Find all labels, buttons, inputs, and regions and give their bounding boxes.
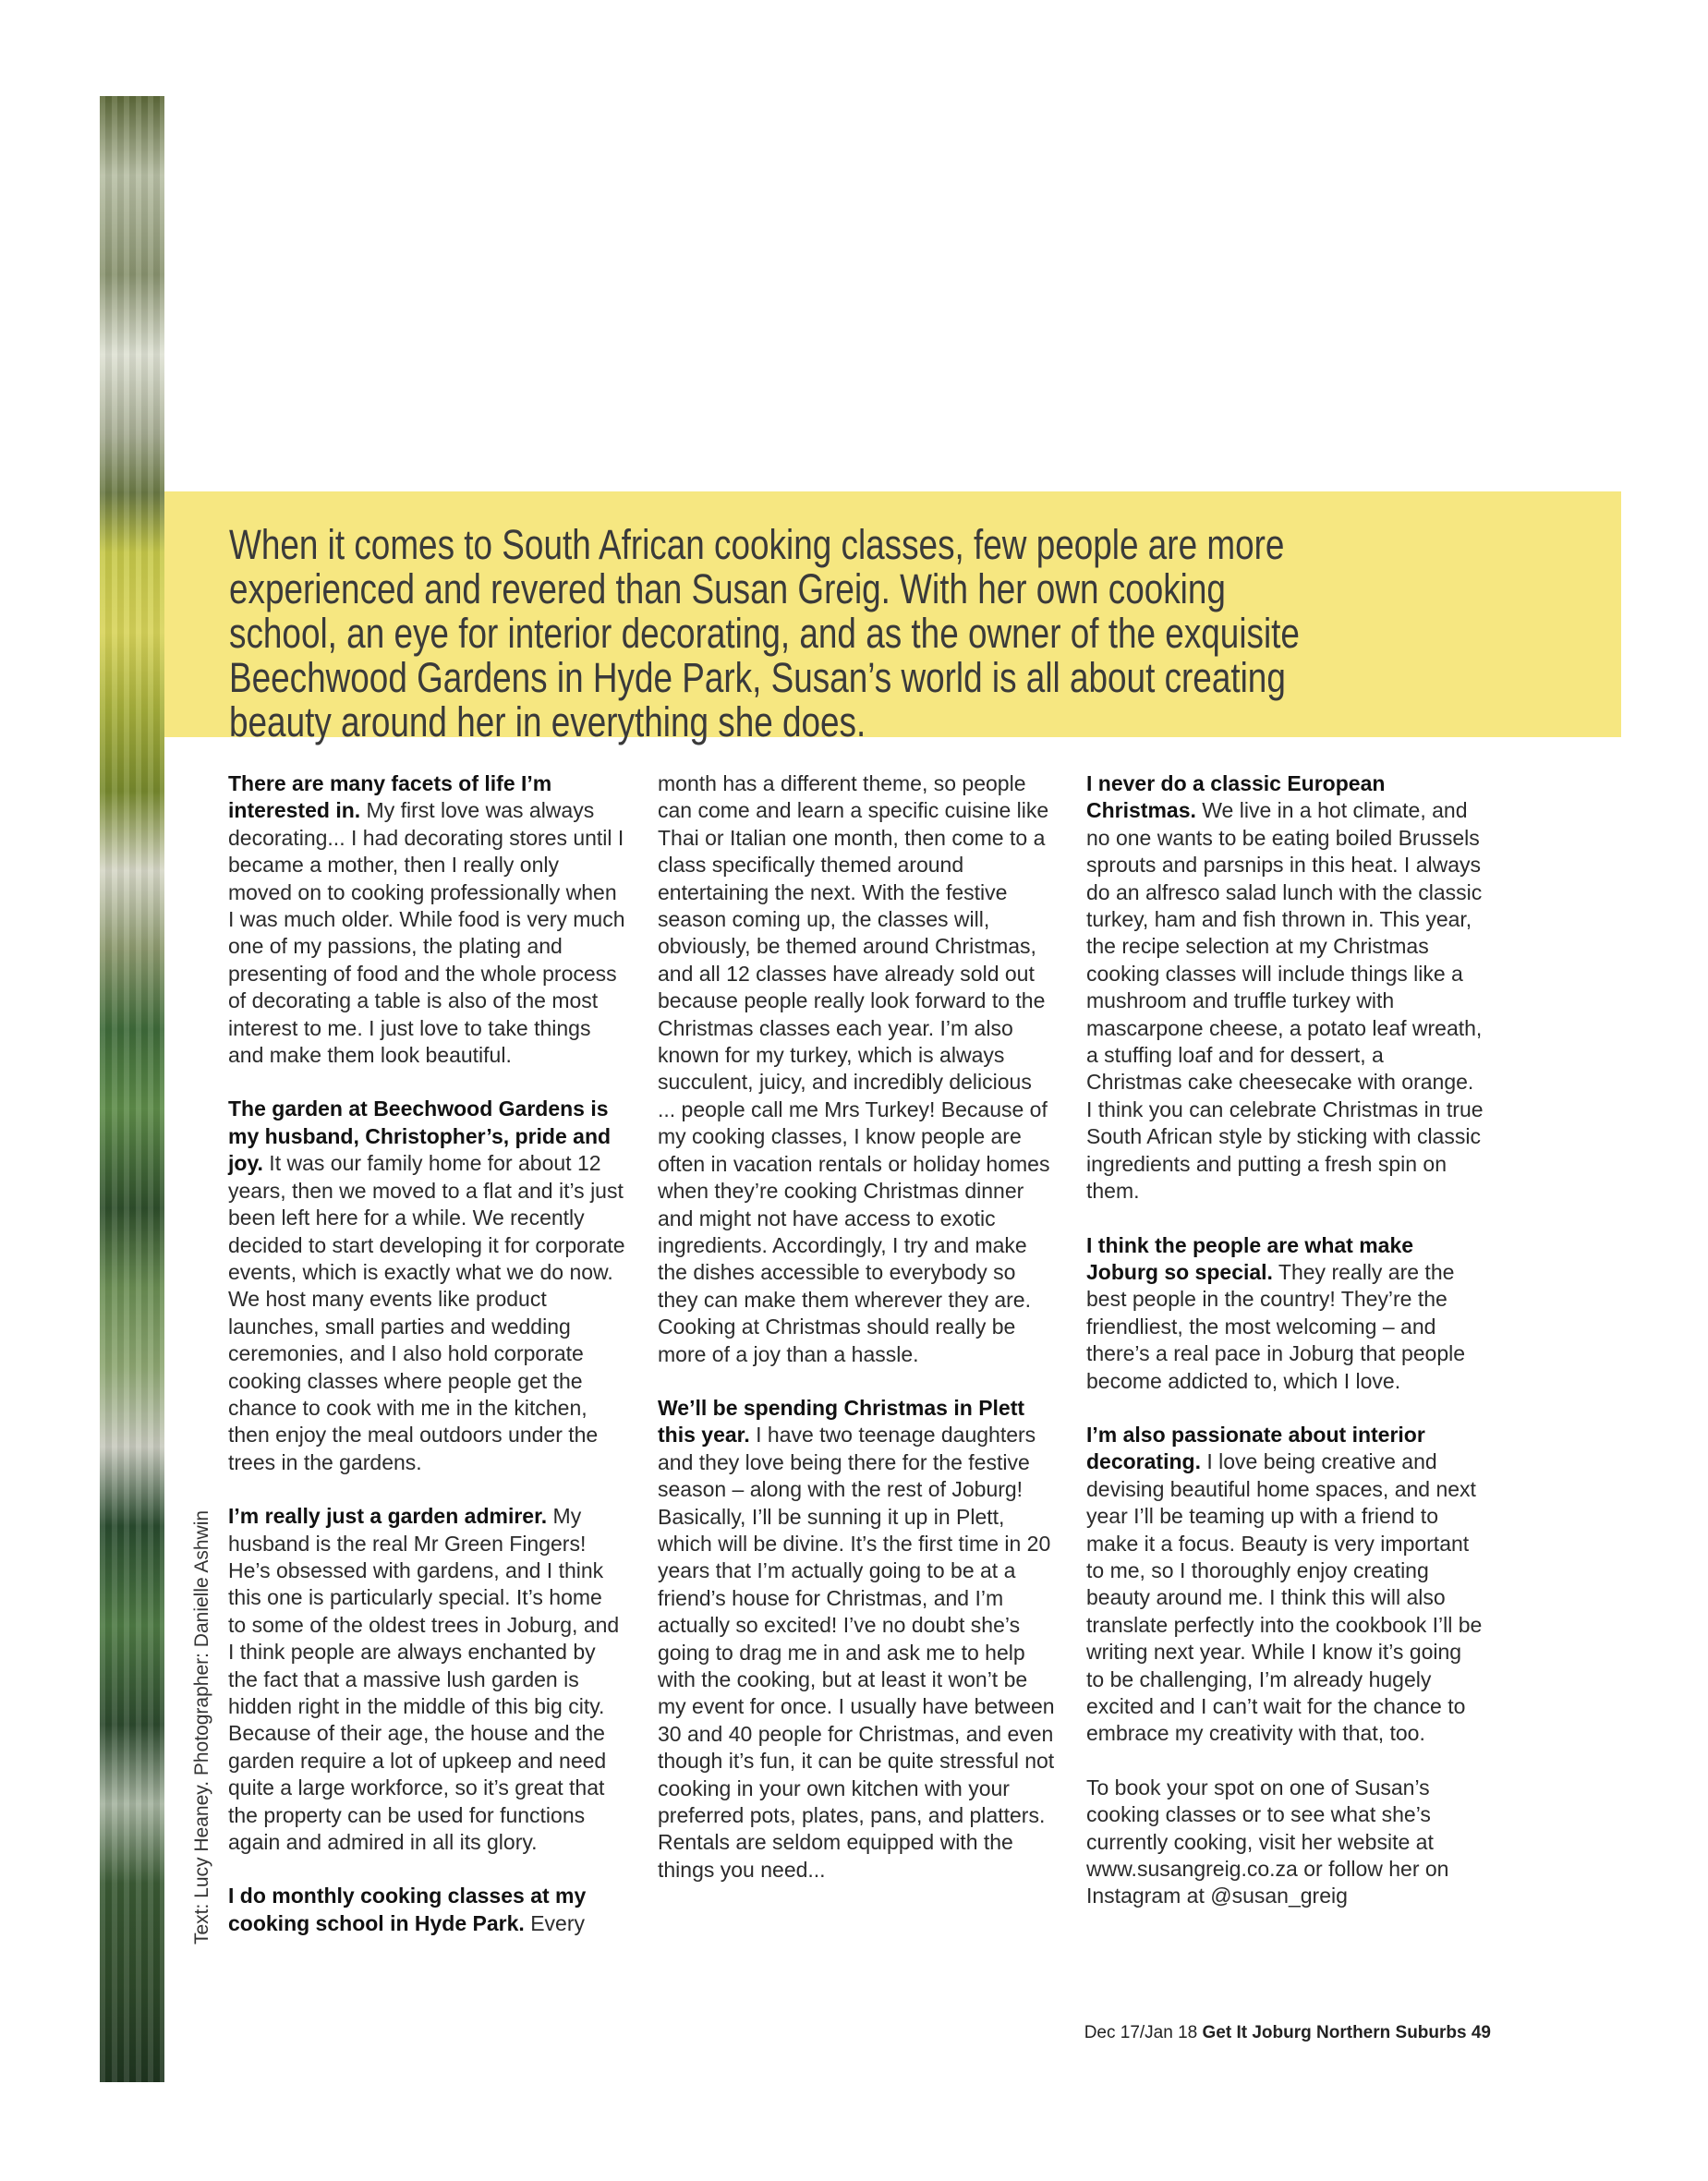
article-column-1 <box>228 770 625 1964</box>
paragraph <box>1086 1422 1484 1748</box>
paragraph <box>228 1883 625 1937</box>
intro-banner <box>164 491 1621 745</box>
paragraph-lead: There are many facets of life I’m interested in. <box>228 771 552 823</box>
paragraph <box>658 1395 1055 1884</box>
paragraph-text: My husband is the real Mr Green Fingers! He’s obsessed with gardens, and I think this one is particularly special. It’s home to some of the oldest trees in Joburg, and I think people are always enchanted by the fact that a massive lush garden is hidden right in the middle of this big city. Because of their age, the house and the garden require a lot of upkeep and need quite a large workforce, so it’s great that the property can be used for functions again and admired in all its glory. <box>228 1504 620 1855</box>
paragraph-text: My first love was always decorating... I had decorating stores until I became a mother, then I really only moved on to cooking professionally when I was much older. While food is very much one of my passions, the plating and presenting of food and the whole process of decorating a table is also of the most interest to me. I just love to take things and make them look beautiful. <box>228 798 625 1068</box>
paragraph <box>1086 1775 1484 1910</box>
paragraph <box>1086 1232 1484 1395</box>
page-number: 49 <box>1471 2023 1491 2042</box>
paragraph-text: It was our family home for about 12 years, then we moved to a flat and it’s just been left here for a while. We recently decided to start developing it for corporate events, which is exactly what we do now. We host many events like product launches, small parties and wedding ceremonies, and I also hold corporate cooking classes where people get the chance to cook with me in the kitchen, then enjoy the meal outdoors under the trees in the gardens. <box>228 1151 625 1474</box>
paragraph-text: Every <box>524 1910 585 1935</box>
page-footer <box>1016 2023 1491 2043</box>
paragraph <box>228 1096 625 1476</box>
intro-text: When it comes to South African cooking classes, few people are more experienced and revered than Susan Greig. With her own cooking school, an eye for interior decorating, and as the owner of the exquisite Beechwood Gardens in Hyde Park, Susan’s world is all about creating beauty around her in everything she does. <box>229 521 1300 745</box>
paragraph-lead: I’m also passionate about interior decorating. <box>1086 1422 1425 1474</box>
paragraph-lead: I do monthly cooking classes at my cooking school in Hyde Park. <box>228 1884 587 1935</box>
paragraph-lead: We’ll be spending Christmas in Plett this year. <box>658 1395 1025 1448</box>
paragraph-text: They really are the best people in the country! They’re the friendliest, the most welcoming – and there’s a real pace in Joburg that people become addicted to, which I love. <box>1086 1259 1466 1393</box>
paragraph-text: To book your spot on one of Susan’s cooking classes or to see what she’s currently cooking, visit her website at www.susangreig.co.za or follow her on Instagram at @susan_greig <box>1086 1775 1449 1908</box>
paragraph-lead: I’m really just a garden admirer. <box>228 1504 548 1529</box>
paragraph-lead: I never do a classic European Christmas. <box>1086 771 1386 823</box>
garden-photo-strip <box>100 96 164 2082</box>
paragraph-lead: I think the people are what make Joburg so special. <box>1086 1232 1414 1284</box>
publication-name: Get It Joburg Northern Suburbs <box>1202 2023 1467 2042</box>
paragraph <box>658 770 1055 1368</box>
paragraph <box>228 1503 625 1856</box>
paragraph-text: I love being creative and devising beautiful home spaces, and next year I’ll be teaming up with a friend to make it a focus. Beauty is very important to me, so I thoroughly enjoy creating beauty around me. I think this will also translate perfectly into the cookbook I’ll be writing next year. While I know it’s going to be challenging, I’m already hugely excited and I can’t wait for the chance to embrace my creativity with that, too. <box>1086 1449 1483 1746</box>
paragraph <box>1086 770 1484 1206</box>
paragraph-text: I have two teenage daughters and they love being there for the festive season – along with the rest of Joburg! Basically, I’ll be sunning it up in Plett, which will be divine. It’s the first time in 20 years that I’m actually going to be at a friend’s house for Christmas, and I’m actually so excited! I’ve no doubt she’s going to drag me in and ask me to help with the cooking, but at least it won’t be my event for once. I usually have between 30 and 40 people for Christmas, and even though it’s fun, it can be quite stressful not cooking in your own kitchen with your preferred pots, plates, pans, and platters. Rentals are seldom equipped with the things you need... <box>658 1423 1055 1882</box>
paragraph <box>228 770 625 1069</box>
article-column-2 <box>658 770 1055 1910</box>
article-column-3 <box>1086 770 1484 1937</box>
photo-credit: Text: Lucy Heaney. Photographer: Danielle Ashwin <box>191 1509 212 1945</box>
issue-date: Dec 17/Jan 18 <box>1084 2023 1198 2042</box>
paragraph-text: We live in a hot climate, and no one wants to be eating boiled Brussels sprouts and parsnips in this heat. I always do an alfresco salad lunch with the classic turkey, ham and fish thrown in. This year, the recipe selection at my Christmas cooking classes will include things like a mushroom and truffle turkey with mascarpone cheese, a potato leaf wreath, a stuffing loaf and for dessert, a Christmas cake cheesecake with orange. I think you can celebrate Christmas in true South African style by sticking with classic ingredients and putting a fresh spin on them. <box>1086 798 1484 1204</box>
paragraph-lead: The garden at Beechwood Gardens is my husband, Christopher’s, pride and joy. <box>228 1097 612 1176</box>
paragraph-text: month has a different theme, so people can come and learn a specific cuisine like Thai or Italian one month, then come to a class specifically themed around entertaining the next. With the festive season coming up, the classes will, obviously, be themed around Christmas, and all 12 classes have already sold out because people really look forward to the Christmas classes each year. I’m also known for my turkey, which is always succulent, juicy, and incredibly delicious ... people call me Mrs Turkey! Because of my cooking classes, I know people are often in vacation rentals or holiday homes when they’re cooking Christmas dinner and might not have access to exotic ingredients. Accordingly, I try and make the dishes accessible to everybody so they can make them wherever they are. Cooking at Christmas should really be more of a joy than a hassle. <box>658 771 1050 1366</box>
